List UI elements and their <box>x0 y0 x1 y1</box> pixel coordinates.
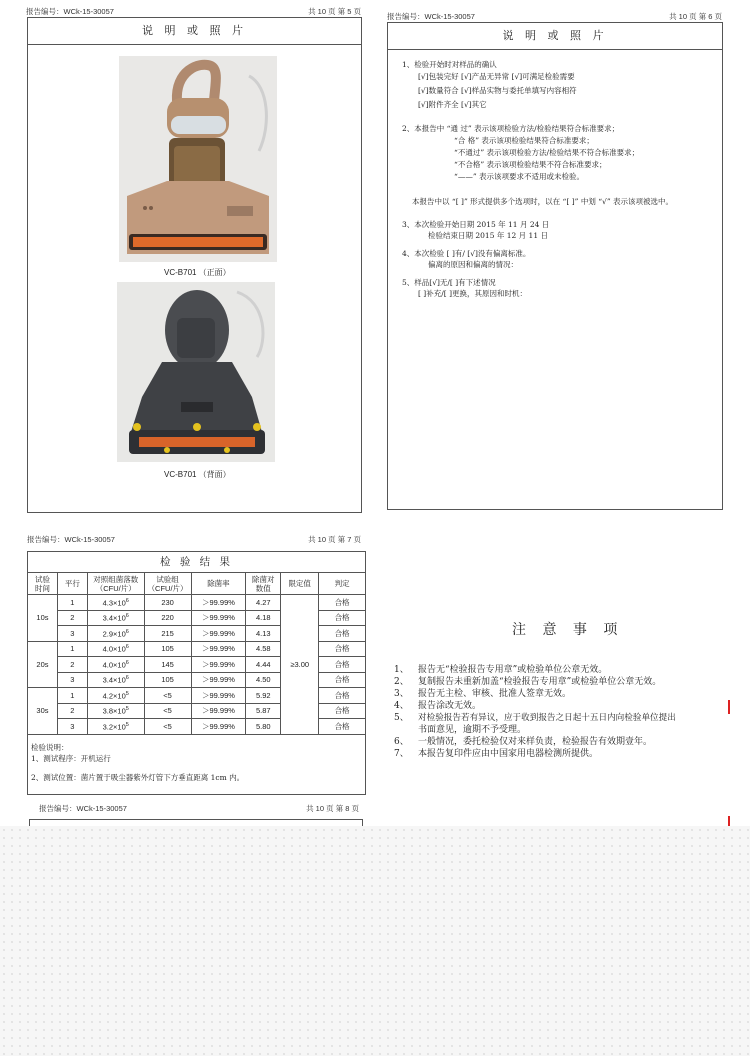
red-corner-mark <box>728 700 730 714</box>
cell-control-exp: 6 <box>125 644 129 650</box>
page-count: 共 10 页 第 7 页 <box>308 535 361 544</box>
cell-control <box>87 657 144 673</box>
vacuum-back-image <box>117 282 275 462</box>
notes-title: 检验说明： <box>31 743 69 752</box>
product-photo-front <box>119 56 277 262</box>
text-line: 偏离的原因和偏离的情况： <box>428 260 518 269</box>
cell-log: 4.50 <box>246 672 281 688</box>
report-number: 报告编号：WCk-15-30057 <box>27 535 115 544</box>
results-title: 检 验 结 果 <box>28 552 365 573</box>
cell-rate: ＞99.99% <box>191 610 246 626</box>
notice-item-num: 7、 <box>394 749 409 759</box>
photo-caption-back: VC-B701 （背面） <box>164 470 231 479</box>
notice-item-text: 报告无“检验报告专用章”或检验单位公章无效。 <box>418 665 608 675</box>
notice-item-text: 复制报告未重新加盖“检验报告专用章”或检验单位公章无效。 <box>418 677 662 687</box>
cell-control <box>87 672 144 688</box>
cell-control-exp: 6 <box>125 628 129 635</box>
cell-rate: ＞99.99% <box>191 595 246 611</box>
notice-item-num: 2、 <box>394 677 409 687</box>
text-line: “——” 表示该项要求不适用或未检验。 <box>454 172 585 181</box>
vacuum-front-image <box>119 56 277 262</box>
cell-time: 20s <box>28 641 58 688</box>
cell-control <box>87 595 144 611</box>
cell-parallel: 3 <box>57 719 87 735</box>
empty-background <box>0 826 750 1056</box>
page-frame <box>27 17 362 513</box>
cell-control-exp: 6 <box>125 613 129 619</box>
notice-page <box>372 604 734 826</box>
note-line: 1、测试程序：开机运行 <box>31 754 111 763</box>
results-table <box>27 572 366 735</box>
cell-parallel: 1 <box>57 641 87 657</box>
cell-log: 4.18 <box>246 610 281 626</box>
cell-control <box>87 688 144 704</box>
notice-item-text: 本报告复印件应由中国家用电器检测所提供。 <box>418 749 599 759</box>
notice-item-num: 3、 <box>394 689 409 699</box>
col-header-test: 试验组 （CFU/片） <box>144 573 191 595</box>
table-header-row <box>28 573 366 595</box>
cell-judge: 合格 <box>319 610 366 626</box>
red-corner-mark <box>728 816 730 826</box>
cell-control-base: 4.0×10 <box>102 660 126 669</box>
page-frame <box>387 22 723 510</box>
cell-test: 220 <box>144 610 191 626</box>
text-line: [√]包装完好 [√]产品无异常 [√]可满足检验需要 <box>418 72 575 81</box>
text-line: 3、本次检验开始日期 2015 年 11 月 24 日 <box>402 220 550 229</box>
text-line: 检验结束日期 2015 年 12 月 11 日 <box>428 231 548 240</box>
text-line: 2、本报告中 “通 过” 表示该项检验方法/检验结果符合标准要求； <box>402 124 620 133</box>
col-header-control: 对照组菌落数 （CFU/片） <box>87 573 144 595</box>
cell-control <box>87 641 144 657</box>
cell-control-exp: 5 <box>125 706 129 712</box>
note-line: 2、测试位置：菌片置于吸尘器紫外灯管下方垂直距离 1cm 内。 <box>31 773 245 782</box>
cell-limit: ≥3.00 <box>281 595 319 735</box>
cell-test: 215 <box>144 626 191 642</box>
cell-control-base: 4.2×10 <box>102 691 126 700</box>
cell-control-base: 3.4×10 <box>102 675 126 685</box>
cell-log: 5.87 <box>246 703 281 719</box>
notice-item-num: 5、 <box>394 713 409 723</box>
cell-log: 4.27 <box>246 595 281 611</box>
text-line: 1、检验开始时对样品的确认 <box>402 60 497 69</box>
cell-rate: ＞99.99% <box>191 688 246 704</box>
page-count: 共 10 页 第 8 页 <box>306 804 359 813</box>
cell-log: 4.13 <box>246 626 281 642</box>
page-count: 共 10 页 第 6 页 <box>669 12 722 21</box>
cell-test: 105 <box>144 672 191 688</box>
notice-item-text: 对检验报告若有异议，应于收到报告之日起十五日内向检验单位提出 <box>418 713 676 723</box>
cell-log: 4.44 <box>246 657 281 673</box>
text-line: “不合格” 表示该项检验结果不符合标准要求； <box>454 160 607 169</box>
text-line: 4、本次检验 [ ]有/ [√]没有偏离标准。 <box>402 249 531 258</box>
notice-item-text: 报告涂改无效。 <box>418 701 482 711</box>
cell-time: 30s <box>28 688 58 735</box>
report-number: 报告编号：WCk-15-30057 <box>387 12 475 21</box>
cell-control-base: 4.0×10 <box>102 644 126 654</box>
cell-judge: 合格 <box>319 626 366 642</box>
text-line: [√]数量符合 [√]样品实物与委托单填写内容相符 <box>418 86 577 95</box>
cell-judge: 合格 <box>319 688 366 704</box>
cell-test: 145 <box>144 657 191 673</box>
cell-parallel: 3 <box>57 672 87 688</box>
cell-rate: ＞99.99% <box>191 719 246 735</box>
cell-control-base: 3.8×10 <box>102 706 126 716</box>
cell-test: <5 <box>144 688 191 704</box>
cell-control-base: 3.2×10 <box>102 722 126 731</box>
cell-control-base: 4.3×10 <box>102 598 126 607</box>
cell-control <box>87 610 144 626</box>
cell-test: <5 <box>144 719 191 735</box>
table-row <box>28 595 366 611</box>
cell-control-exp: 5 <box>125 721 129 728</box>
report-page-8 <box>22 796 367 830</box>
text-line: 本报告中以 “[ ]” 形式提供多个选项时，以在 “[ ]” 中划 “√” 表示该项被选中。 <box>412 197 674 206</box>
cell-log: 5.92 <box>246 688 281 704</box>
cell-control-exp: 5 <box>125 690 129 697</box>
col-header-judge: 判定 <box>319 573 366 595</box>
notice-item-num: 1、 <box>394 665 409 675</box>
cell-rate: ＞99.99% <box>191 641 246 657</box>
cell-log: 5.80 <box>246 719 281 735</box>
notice-item-num: 4、 <box>394 701 409 711</box>
cell-rate: ＞99.99% <box>191 703 246 719</box>
notice-item-text: 报告无主检、审核、批准人签章无效。 <box>418 689 572 699</box>
cell-control <box>87 719 144 735</box>
report-number: 报告编号：WCk-15-30057 <box>26 7 114 16</box>
cell-parallel: 1 <box>57 688 87 704</box>
col-header-rate: 除菌率 <box>191 573 246 595</box>
notice-item-text: 书面意见，逾期不予受理。 <box>418 725 527 735</box>
page-title: 说 明 或 照 片 <box>28 18 361 45</box>
cell-control <box>87 703 144 719</box>
cell-control-base: 3.4×10 <box>102 613 126 623</box>
cell-judge: 合格 <box>319 657 366 673</box>
page-count: 共 10 页 第 5 页 <box>308 7 361 16</box>
notice-item-num: 6、 <box>394 737 409 747</box>
text-line: 5、样品[√]无/[ ]有下述情况 <box>402 278 496 287</box>
cell-parallel: 2 <box>57 610 87 626</box>
col-header-parallel: 平行 <box>57 573 87 595</box>
cell-control-exp: 6 <box>125 675 129 681</box>
cell-log: 4.58 <box>246 641 281 657</box>
report-number: 报告编号：WCk-15-30057 <box>39 804 127 813</box>
notice-item-text: 一般情况，委托检验仅对来样负责，检验报告有效期壹年。 <box>418 737 653 747</box>
cell-parallel: 1 <box>57 595 87 611</box>
cell-test: <5 <box>144 703 191 719</box>
col-header-limit: 限定值 <box>281 573 319 595</box>
page-title: 说 明 或 照 片 <box>388 23 722 50</box>
cell-control-exp: 6 <box>125 597 129 604</box>
cell-parallel: 2 <box>57 703 87 719</box>
report-page-5 <box>22 4 367 516</box>
cell-rate: ＞99.99% <box>191 626 246 642</box>
text-line: “合 格” 表示该项检验结果符合标准要求； <box>454 136 594 145</box>
cell-rate: ＞99.99% <box>191 657 246 673</box>
report-page-6 <box>383 4 728 512</box>
product-photo-back <box>117 282 275 462</box>
text-line: [ ]补充/[ ]更换，其原因和时机： <box>418 289 527 298</box>
cell-test: 230 <box>144 595 191 611</box>
cell-judge: 合格 <box>319 719 366 735</box>
cell-time: 10s <box>28 595 58 642</box>
cell-judge: 合格 <box>319 672 366 688</box>
photo-caption-front: VC-B701 （正面） <box>164 268 231 277</box>
notice-title: 注 意 事 项 <box>512 622 624 638</box>
cell-control-exp: 6 <box>125 659 129 666</box>
cell-control <box>87 626 144 642</box>
col-header-log: 除菌对 数值 <box>246 573 281 595</box>
cell-rate: ＞99.99% <box>191 672 246 688</box>
cell-test: 105 <box>144 641 191 657</box>
cell-control-base: 2.9×10 <box>102 629 126 638</box>
cell-parallel: 3 <box>57 626 87 642</box>
results-frame <box>27 551 366 795</box>
cell-parallel: 2 <box>57 657 87 673</box>
text-line: [√]附件齐全 [√]其它 <box>418 100 487 109</box>
cell-judge: 合格 <box>319 641 366 657</box>
cell-judge: 合格 <box>319 595 366 611</box>
text-line: “不通过” 表示该项检验方法/检验结果不符合标准要求； <box>454 148 640 157</box>
cell-judge: 合格 <box>319 703 366 719</box>
col-header-time: 试验 时间 <box>28 573 58 595</box>
report-page-7 <box>22 526 367 796</box>
